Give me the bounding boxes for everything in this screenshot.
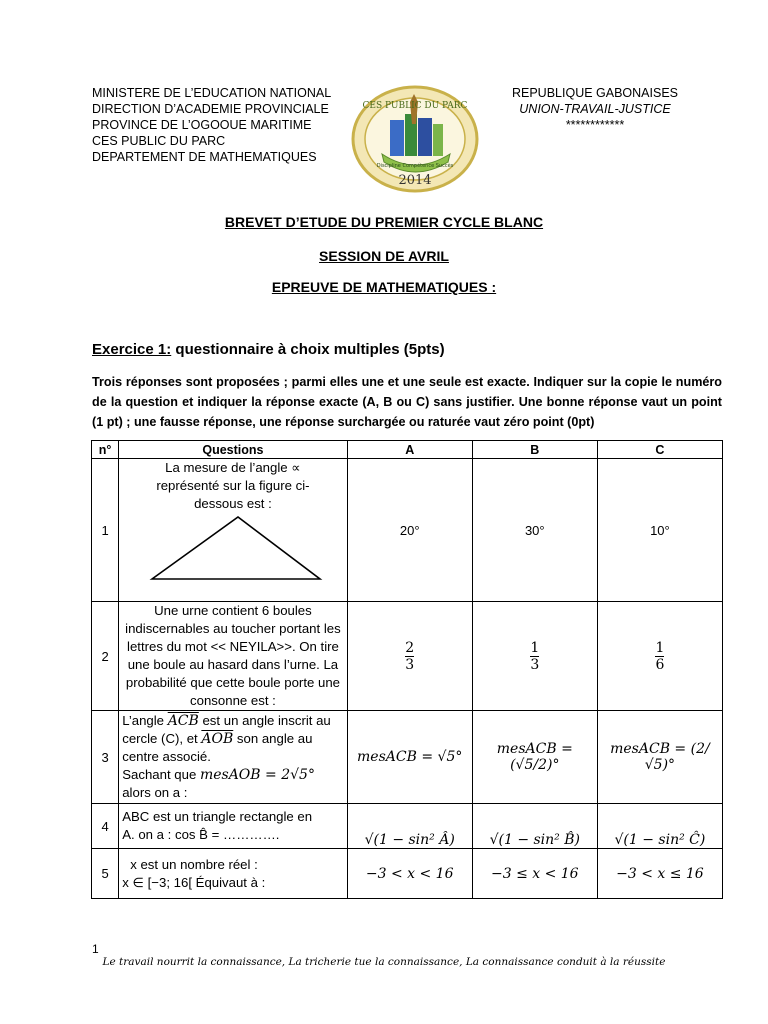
answer-b: 30° [472, 459, 597, 602]
numerator: 1 [530, 639, 540, 656]
numerator: 2 [405, 639, 415, 656]
question-line: ABC est un triangle rectangle en [122, 809, 313, 824]
given-measure: mesAOB = 2√5° [199, 767, 315, 783]
text-part: Sachant que [122, 767, 200, 782]
answer-c: mesACB = (2/√5)° [597, 711, 722, 804]
table-row [92, 602, 723, 711]
numerator: 1 [655, 639, 665, 656]
country-name: REPUBLIQUE GABONAISES [511, 86, 679, 100]
header-ministry: MINISTERE DE L’EDUCATION NATIONAL [92, 86, 332, 100]
fraction-a [405, 640, 414, 673]
denominator: 3 [405, 656, 415, 673]
answer-a [347, 602, 472, 711]
header-b: B [472, 441, 597, 459]
question-cell [119, 849, 347, 899]
exercise-heading [92, 341, 445, 358]
answer-b: √(1 − sin² B̂) [472, 804, 597, 849]
question-cell [119, 459, 347, 602]
country-motto: UNION-TRAVAIL-JUSTICE [519, 102, 671, 116]
row-number: 5 [92, 849, 119, 899]
exercise-title: questionnaire à choix multiples (5pts) [171, 341, 445, 358]
text-part: alors on a : [122, 785, 188, 800]
angle-aob: $\overline{AOB}$ [201, 731, 234, 747]
country-stars: ************ [565, 118, 625, 132]
subject-title: EPREUVE DE MATHEMATIQUES : [271, 279, 497, 295]
session-title: SESSION DE AVRIL [319, 248, 449, 264]
header-questions: Questions [119, 441, 347, 459]
answer-a: √(1 − sin² Â) [347, 804, 472, 849]
fraction-c [655, 640, 664, 673]
question-text [122, 712, 343, 802]
answer-c: −3 < x ≤ 16 [597, 849, 722, 899]
header-province: PROVINCE DE L’OGOOUE MARITIME [92, 118, 312, 132]
school-logo [350, 84, 480, 194]
table-row [92, 804, 723, 849]
qcm-table [91, 440, 723, 899]
question-cell [119, 602, 347, 711]
logo-ribbon-text: Discipline Compétence Succès [376, 163, 454, 169]
header-school: CES PUBLIC DU PARC [92, 134, 226, 148]
header-administration [92, 85, 331, 165]
footer-motto: Le travail nourrit la connaissance, La tricherie tue la connaissance, La connaissance conduit à la réussite [102, 956, 666, 968]
fraction-b [530, 640, 539, 673]
table-row [92, 711, 723, 804]
answer-c: 10° [597, 459, 722, 602]
question-text: La mesure de l’angle ∝ représenté sur la figure ci-dessous est : [156, 460, 310, 511]
header-department: DEPARTEMENT DE MATHEMATIQUES [92, 150, 317, 164]
question-text: Une urne contient 6 boules indiscernables au toucher portant les lettres du mot << NEYILA>>. On tire une boule au hasard dans l’urne. La probabilité que cette boule porte une consonne est : [125, 603, 341, 708]
logo-year: 2014 [398, 173, 432, 188]
table-row [92, 849, 723, 899]
header-country [500, 85, 690, 133]
header-number: n° [92, 441, 119, 459]
answer-a: 20° [347, 459, 472, 602]
answer-b: mesACB = (√5/2)° [472, 711, 597, 804]
answer-a: −3 < x < 16 [347, 849, 472, 899]
row-number: 3 [92, 711, 119, 804]
angle-acb: $\overline{ACB}$ [167, 713, 199, 729]
exercise-label: Exercice 1: [92, 341, 172, 358]
answer-b: −3 ≤ x < 16 [472, 849, 597, 899]
answer-c: √(1 − sin² Ĉ) [597, 804, 722, 849]
text-part: son angle au centre associé. [122, 731, 313, 764]
row-number: 2 [92, 602, 119, 711]
text-part: L’angle [122, 713, 168, 728]
question-text [122, 808, 343, 844]
question-text [122, 856, 343, 892]
header-a: A [347, 441, 472, 459]
row-number: 1 [92, 459, 119, 602]
exercise-instructions: Trois réponses sont proposées ; parmi elles une et une seule est exacte. Indiquer sur la copie le numéro de la question et indiquer la réponse exacte (A, B ou C) sans justifier. Une bonne réponse vaut un point (1 pt) ; une fausse réponse, une réponse surchargée ou raturée vaut zéro point (0pt) [92, 375, 722, 429]
question-line: A. on a : cos B̂ = …………. [122, 827, 280, 842]
logo-top-text: CES PUBLIC DU PARC [362, 101, 468, 111]
denominator: 3 [530, 656, 540, 673]
answer-c [597, 602, 722, 711]
triangle-figure [122, 513, 338, 591]
answer-b [472, 602, 597, 711]
question-cell [119, 711, 347, 804]
header-direction: DIRECTION D’ACADEMIE PROVINCIALE [92, 102, 329, 116]
row-number: 4 [92, 804, 119, 849]
denominator: 6 [655, 656, 665, 673]
question-line: x ∈ [−3; 16[ Équivaut à : [122, 874, 266, 890]
answer-a: mesACB = √5° [347, 711, 472, 804]
text-part: est un angle inscrit au cercle (C), et [122, 713, 331, 746]
table-row [92, 459, 723, 602]
question-line: x est un nombre réel : [130, 856, 258, 872]
exam-title: BREVET D’ETUDE DU PREMIER CYCLE BLANC [224, 214, 544, 230]
question-cell [119, 804, 347, 849]
page-number: 1 [92, 942, 99, 956]
header-c: C [597, 441, 722, 459]
table-header-row [92, 441, 723, 459]
